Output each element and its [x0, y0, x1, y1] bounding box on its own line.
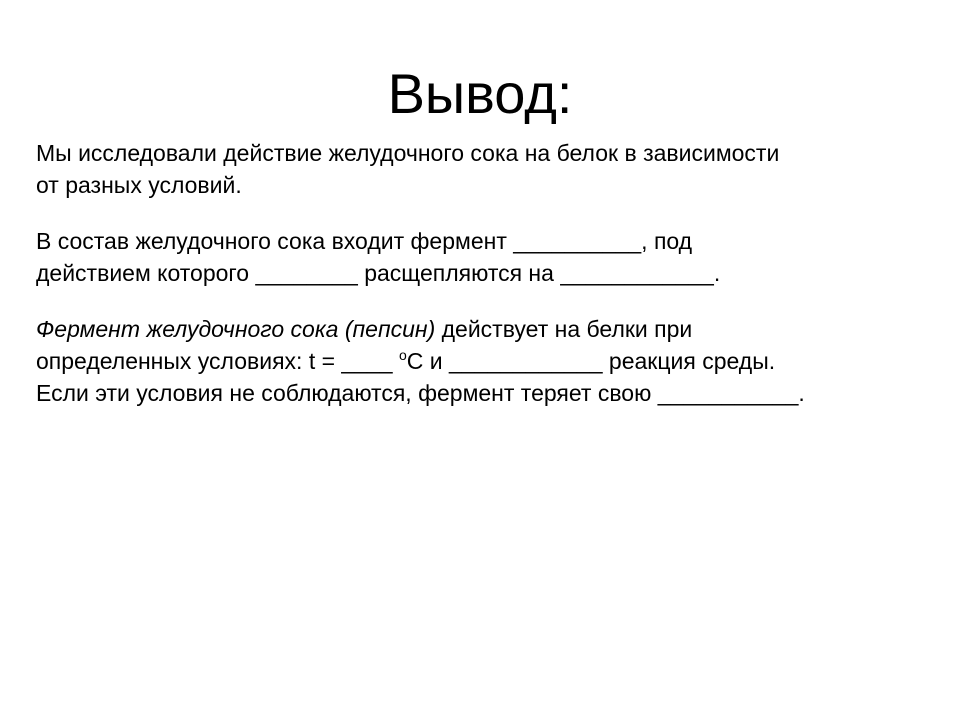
- paragraph-enzyme: [36, 225, 941, 289]
- enzyme-line-2: действием которого ________ расщепляются на ____________.: [36, 260, 721, 286]
- conditions-line-2-a: определенных условиях: t = ____: [36, 348, 399, 374]
- paragraph-intro: [36, 137, 941, 201]
- slide-content: [36, 137, 941, 409]
- conditions-italic-lead: Фермент желудочного сока (пепсин): [36, 316, 436, 342]
- paragraph-conditions: [36, 313, 941, 409]
- intro-line-1: Мы исследовали действие желудочного сока на белок в зависимости: [36, 140, 780, 166]
- enzyme-line-1: В состав желудочного сока входит фермент __________, под: [36, 228, 693, 254]
- conditions-line-1-rest: действует на белки при: [435, 316, 693, 342]
- conditions-line-2-b: С и ____________ реакция среды.: [406, 348, 776, 374]
- conditions-line-3: Если эти условия не соблюдаются, фермент теряет свою ___________.: [36, 380, 805, 406]
- intro-line-2: от разных условий.: [36, 172, 242, 198]
- slide-title: Вывод:: [387, 62, 573, 125]
- degree-symbol: o: [398, 347, 407, 363]
